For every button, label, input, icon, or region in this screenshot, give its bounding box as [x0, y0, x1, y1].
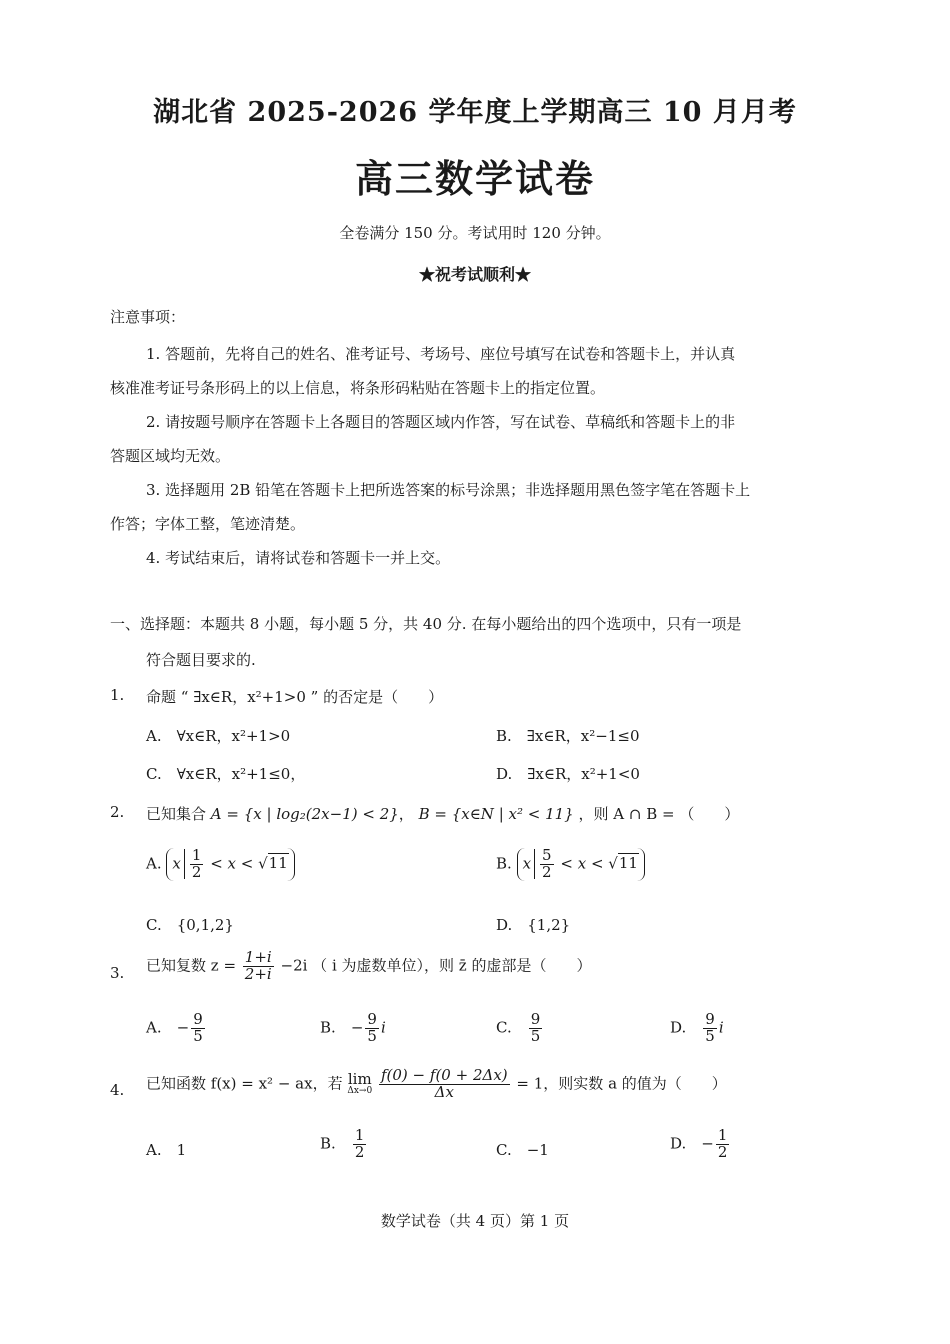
q4-option-a: A. 1 [146, 1141, 187, 1159]
q3-option-a-fraction [191, 1012, 205, 1045]
q3-option-c-label: C. [496, 1018, 512, 1037]
q4-option-b-fraction [353, 1128, 367, 1161]
q2-option-b-den: 2 [542, 862, 552, 881]
q1-option-c: C. ∀x∈R，x²+1≤0， [146, 765, 306, 783]
q3-option-a [146, 1012, 207, 1045]
q4-option-d-label: D. [670, 1134, 687, 1153]
q3-option-d-fraction [703, 1012, 717, 1045]
q3-option-d-den: 5 [705, 1026, 715, 1045]
q4-option-d-num: 1 [717, 1126, 728, 1144]
q2-set-b: B = {x∈N | x² < 11} [418, 805, 574, 823]
q3-option-d-num: 9 [705, 1010, 715, 1028]
q4-option-b [320, 1128, 368, 1161]
q1-option-d: D. ∃x∈R，x²+1<0 [496, 765, 640, 783]
exam-title: 湖北省 2025-2026 学年度上学期高三 10 月月考 [153, 97, 797, 128]
section1-line1: 一、选择题：本题共 8 小题，每小题 5 分，共 40 分. 在每小题给出的四个选项中，只有一项是 [110, 615, 742, 633]
q3-stem-pre: 已知复数 z = [146, 956, 237, 975]
q1-number: 1. [110, 686, 125, 704]
q3-option-a-label: A. [146, 1018, 162, 1037]
q4-limit [347, 1072, 372, 1096]
note-3-line2: 作答；字体工整，笔迹清楚。 [110, 515, 306, 533]
q2-set-a: A = {x | log₂(2x−1) < 2} [210, 805, 399, 823]
q4-stem-post: = 1，则实数 a 的值为（ ） [516, 1074, 727, 1093]
q3-number: 3. [110, 964, 125, 982]
q3-stem-post: −2i （ i 为虚数单位），则 z̄ 的虚部是（ ） [280, 956, 592, 975]
q4-option-d-fraction [716, 1128, 730, 1161]
q2-option-a-label: A. [146, 854, 162, 873]
q2-option-a [146, 848, 295, 881]
q4-stem-fraction [379, 1068, 510, 1101]
q2-option-b-set: x $\frac{5}{2}$ < x < √11 [517, 848, 645, 881]
q1-option-b: B. ∃x∈R，x²−1≤0 [496, 727, 640, 745]
q4-frac-num: f(0) − f(0 + 2Δx) [380, 1066, 508, 1084]
q4-stem [146, 1068, 727, 1101]
note-1-line1: 1. 答题前，先将自己的姓名、准考证号、考场号、座位号填写在试卷和答题卡上，并认真 [146, 345, 736, 363]
q2-option-b-label: B. [496, 854, 512, 873]
exam-subtitle: 高三数学试卷 [354, 157, 595, 201]
q4-option-b-label: B. [320, 1134, 336, 1153]
section1-line2: 符合题目要求的. [146, 651, 256, 669]
q3-option-c-num: 9 [530, 1010, 541, 1028]
q3-option-c [496, 1012, 544, 1045]
note-3-line1: 3. 选择题用 2B 铅笔在答题卡上把所选答案的标号涂黑；非选择题用黑色签字笔在答题卡上 [146, 481, 751, 499]
q2-option-a-set: x $\frac{1}{2}$ < x < √11 [166, 848, 294, 881]
q4-option-d-den: 2 [717, 1142, 728, 1161]
note-2-line1: 2. 请按题号顺序在答题卡上各题目的答题区域内作答，写在试卷、草稿纸和答题卡上的非 [146, 413, 736, 431]
note-4-line1: 4. 考试结束后，请将试卷和答题卡一并上交。 [146, 549, 451, 567]
q2-option-b-fraction [540, 848, 554, 881]
q2-option-b-var: x [522, 854, 532, 873]
q3-option-b [320, 1012, 386, 1045]
exam-wish: ★祝考试顺利★ [418, 265, 531, 284]
q2-option-c: C. {0,1,2} [146, 916, 234, 934]
q2-option-a-sqrt: 11 [268, 854, 288, 873]
q2-option-a-var: x [172, 854, 181, 873]
q3-option-a-den: 5 [193, 1026, 203, 1045]
q3-stem-fraction [243, 950, 274, 983]
q1-option-a: A. ∀x∈R，x²+1>0 [146, 727, 291, 745]
q3-option-b-label: B. [320, 1018, 336, 1037]
q2-option-b-sqrt: 11 [618, 854, 638, 873]
q2-option-a-ineq: < x < [210, 854, 254, 873]
q3-option-d [670, 1012, 724, 1045]
q3-option-b-fraction [365, 1012, 379, 1045]
q3-stem [146, 950, 591, 983]
q2-stem-pre: 已知集合 [146, 805, 207, 823]
page-footer: 数学试卷（共 4 页）第 1 页 [380, 1212, 570, 1230]
q4-limit-sub: Δx→0 [347, 1086, 373, 1097]
exam-info: 全卷满分 150 分。考试用时 120 分钟。 [339, 224, 611, 242]
q2-stem: 已知集合 A = {x | log₂(2x−1) < 2}， B = {x∈N | x² < 11} ，则 A ∩ B = （ ） [146, 805, 740, 823]
q2-option-a-den: 2 [191, 862, 202, 881]
q3-option-a-sign: − [176, 1018, 190, 1037]
q2-stem-post: ，则 A ∩ B = （ ） [578, 805, 740, 823]
q3-frac-den: 2+i [244, 964, 272, 983]
q2-option-b-num: 5 [542, 846, 552, 864]
q3-option-b-den: 5 [367, 1026, 377, 1045]
note-2-line2: 答题区域均无效。 [110, 447, 231, 465]
q4-limit-label: lim [347, 1070, 372, 1089]
q3-option-c-fraction [529, 1012, 543, 1045]
q2-number: 2. [110, 803, 125, 821]
q4-option-c: C. −1 [496, 1141, 549, 1159]
q3-option-b-sign: − [350, 1018, 364, 1037]
q2-option-d: D. {1,2} [496, 916, 571, 934]
q1-stem: 命题 “ ∃x∈R，x²+1>0 ” 的否定是（ ） [146, 688, 444, 706]
q3-option-b-unit: i [380, 1018, 386, 1037]
q4-option-d-sign: − [701, 1134, 714, 1153]
q2-option-a-num: 1 [191, 846, 202, 864]
notes-heading: 注意事项： [110, 308, 186, 326]
q4-number: 4. [110, 1081, 125, 1099]
q4-frac-den: Δx [434, 1082, 454, 1101]
q2-option-a-fraction [190, 848, 204, 881]
q4-option-b-den: 2 [354, 1142, 365, 1161]
q4-option-b-num: 1 [354, 1126, 365, 1144]
q4-stem-pre: 已知函数 f(x) = x² − ax，若 [146, 1074, 343, 1093]
q3-option-d-label: D. [670, 1018, 687, 1037]
q2-option-b [496, 848, 645, 881]
q3-option-b-num: 9 [367, 1010, 377, 1028]
q4-option-d [670, 1128, 731, 1161]
note-1-line2: 核准准考证号条形码上的以上信息，将条形码粘贴在答题卡上的指定位置。 [110, 379, 606, 397]
q3-option-a-num: 9 [193, 1010, 203, 1028]
q3-option-d-unit: i [718, 1018, 724, 1037]
q2-option-b-ineq: < x < [560, 854, 604, 873]
q3-option-c-den: 5 [530, 1026, 541, 1045]
q3-frac-num: 1+i [244, 948, 272, 966]
